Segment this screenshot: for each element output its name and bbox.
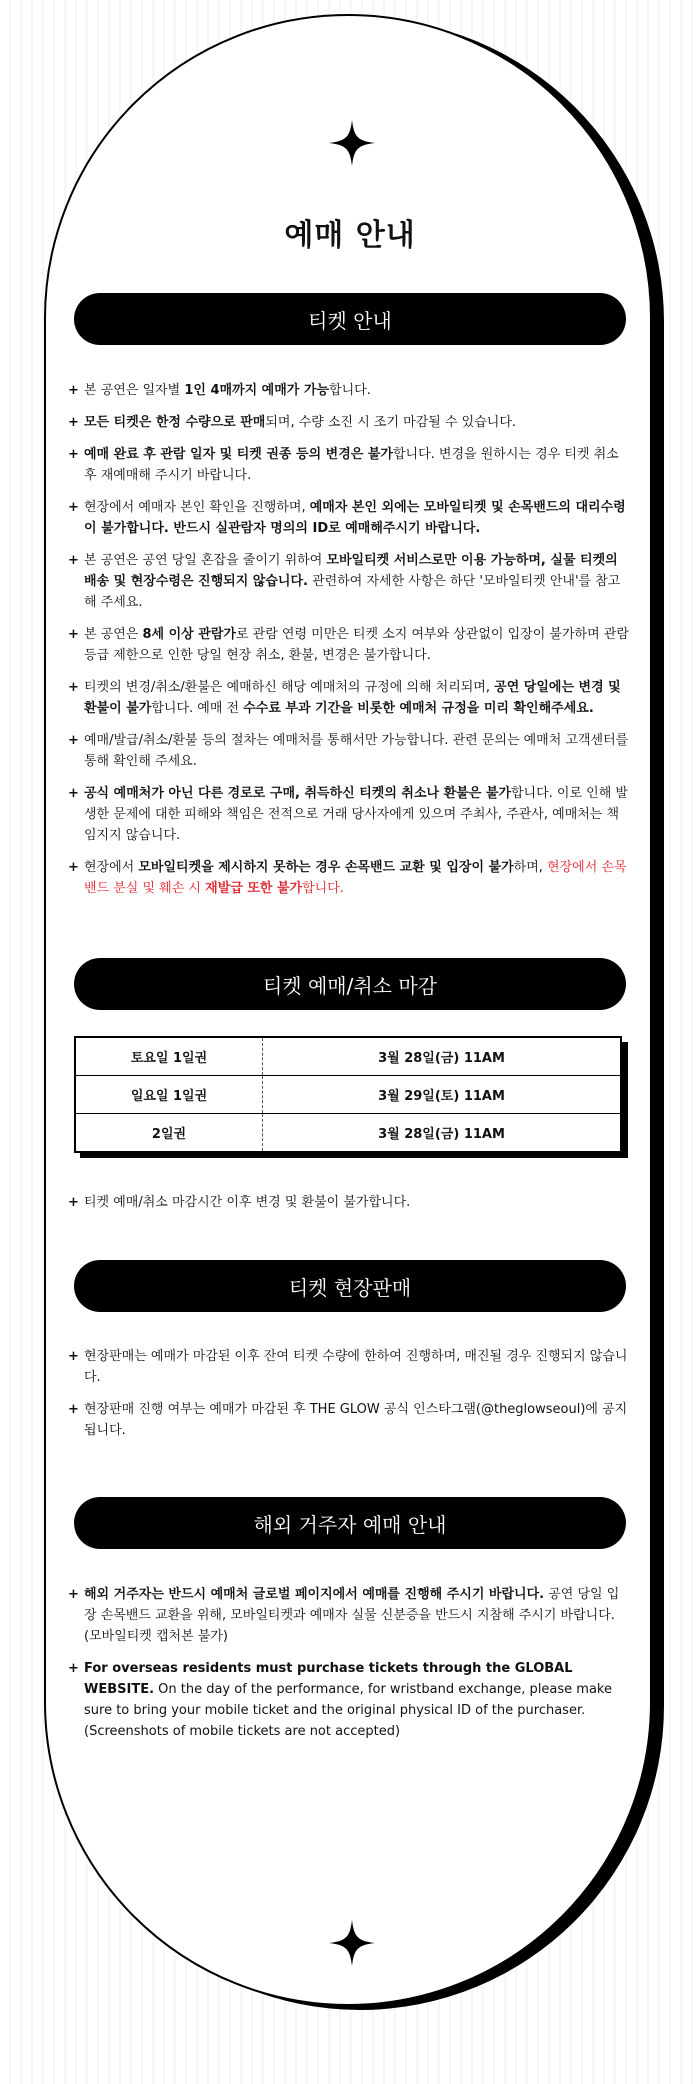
list-item (68, 1346, 630, 1388)
table-row (75, 1114, 621, 1153)
list-item-text: 현장판매 진행 여부는 예매가 마감된 후 THE GLOW 공식 인스타그램(@theglowseoul)에 공지됩니다. (84, 1402, 628, 1438)
list-item (68, 783, 630, 846)
section-title-deadline: 티켓 예매/취소 마감 (74, 958, 626, 1010)
list-item-text: 1인 4매까지 예매가 가능 (184, 383, 330, 398)
list-item (68, 1399, 630, 1441)
list-item (68, 497, 630, 539)
list-item (68, 380, 630, 401)
section-title-onsite: 티켓 현장판매 (74, 1260, 626, 1312)
list-item (68, 1584, 630, 1647)
list-item-text: 티켓의 변경/취소/환불은 예매하신 해당 예매처의 규정에 의해 처리되며, (84, 680, 495, 695)
deadline-date-cell: 3월 28일(금) 11AM (263, 1114, 622, 1153)
list-item-text: 현장에서 (84, 860, 139, 875)
deadline-table (74, 1036, 622, 1153)
deadline-date-cell: 3월 29일(토) 11AM (263, 1076, 622, 1114)
list-item (68, 550, 630, 613)
list-item-text: 현장판매는 예매가 마감된 이후 잔여 티켓 수량에 한하여 진행하며, 매진될 경우 진행되지 않습니다. (84, 1349, 628, 1385)
list-item-text: 모바일티켓 서비스로만 이용 가능하며, 실물 티켓의 배송 및 현장수령은 진행되지 않습니다. (84, 553, 618, 589)
list-item-text: 현장에서 예매자 본인 확인을 진행하며, (84, 500, 310, 515)
ticket-type-cell: 토요일 1일권 (75, 1037, 263, 1076)
list-item-text: 수수료 부과 기간을 비롯한 예매처 규정을 미리 확인해주세요. (243, 701, 594, 716)
list-item (68, 857, 630, 899)
list-item-text: 티켓 예매/취소 마감시간 이후 변경 및 환불이 불가합니다. (84, 1195, 411, 1210)
list-item-text: On the day of the performance, for wristband exchange, please make sure to bring your mobile ticket and the original physical ID of the purchaser. (Screenshots of mobile tickets are not accepted) (84, 1682, 612, 1739)
list-item (68, 1192, 630, 1213)
list-item (68, 677, 630, 719)
list-item-text: 8세 이상 관람가 (142, 627, 236, 642)
list-item-text: 본 공연은 (84, 627, 143, 642)
list-item-text: 현장에서 손목밴드 분실 및 훼손 시 (84, 860, 627, 896)
table-row (75, 1037, 621, 1076)
deadline-date-cell: 3월 28일(금) 11AM (378, 1051, 505, 1066)
table-row (75, 1076, 621, 1114)
list-item-text: 되며, 수량 소진 시 조기 마감될 수 있습니다. (265, 415, 517, 430)
ticket-info-list (68, 380, 630, 910)
ticket-type-cell: 2일권 (75, 1114, 263, 1153)
section-title-ticket-info: 티켓 안내 (74, 293, 626, 345)
list-item-text: 합니다. 예매 전 (151, 701, 244, 716)
list-item-text: 합니다. (302, 881, 344, 896)
list-item (68, 412, 630, 433)
ticket-type-cell: 일요일 1일권 (75, 1076, 263, 1114)
list-item-text: 예매 완료 후 관람 일자 및 티켓 권종 등의 변경은 불가 (84, 447, 393, 462)
sparkle-star-icon (329, 1920, 375, 1966)
page-title: 예매 안내 (284, 218, 416, 253)
section-title-overseas: 해외 거주자 예매 안내 (74, 1497, 626, 1549)
list-item-text: 공연 당일에는 변경 및 환불이 불가 (84, 680, 621, 716)
overseas-list (68, 1584, 630, 1753)
list-item (68, 624, 630, 666)
sparkle-star-icon (329, 120, 375, 166)
list-item-text: 합니다. (329, 383, 371, 398)
onsite-list (68, 1346, 630, 1452)
list-item-text: 본 공연은 공연 당일 혼잡을 줄이기 위하여 (84, 553, 327, 568)
list-item-text: 재발급 또한 불가 (205, 881, 303, 896)
list-item-text: 모든 티켓은 한정 수량으로 판매 (84, 415, 266, 430)
list-item-text: 본 공연은 일자별 (84, 383, 185, 398)
list-item-text: 공연 당일 입장 손목밴드 교환을 위해, 모바일티켓과 예매자 실물 신분증을 반드시 지참해 주시기 바랍니다. (모바일티켓 캡처본 불가) (84, 1587, 620, 1644)
list-item-text: 예매/발급/취소/환불 등의 절차는 예매처를 통해서만 가능합니다. 관련 문의는 예매처 고객센터를 통해 확인해 주세요. (84, 733, 629, 769)
list-item-text: 관련하여 자세한 사항은 하단 '모바일티켓 안내'를 참고해 주세요. (84, 574, 621, 610)
list-item-text: 합니다. 변경을 원하시는 경우 티켓 취소 후 재예매해 주시기 바랍니다. (84, 447, 619, 483)
deadline-notes-list (68, 1192, 630, 1224)
list-item-text: 모바일티켓을 제시하지 못하는 경우 손목밴드 교환 및 입장이 불가 (138, 860, 514, 875)
list-item (68, 1658, 630, 1742)
list-item-text: 로 관람 연령 미만은 티켓 소지 여부와 상관없이 입장이 불가하며 관람 등급 제한으로 인한 당일 현장 취소, 환불, 변경은 불가합니다. (84, 627, 629, 663)
list-item (68, 730, 630, 772)
list-item-text: 합니다. 이로 인해 발생한 문제에 대한 피해와 책임은 전적으로 거래 당사자에게 있으며 주최사, 주관사, 예매처는 책임지지 않습니다. (84, 786, 628, 843)
list-item-text: 예매자 본인 외에는 모바일티켓 및 손목밴드의 대리수령이 불가합니다. 반드시 실관람자 명의의 ID로 예매해주시기 바랍니다. (84, 500, 626, 536)
list-item-text: 공식 예매처가 아닌 다른 경로로 구매, 취득하신 티켓의 취소나 환불은 불가 (84, 786, 511, 801)
list-item (68, 444, 630, 486)
list-item-text: For overseas residents must purchase tickets through the GLOBAL WEBSITE. (84, 1661, 573, 1697)
list-item-text: 하며, (513, 860, 548, 875)
list-item-text: 해외 거주자는 반드시 예매처 글로벌 페이지에서 예매를 진행해 주시기 바랍니다. (84, 1587, 545, 1602)
